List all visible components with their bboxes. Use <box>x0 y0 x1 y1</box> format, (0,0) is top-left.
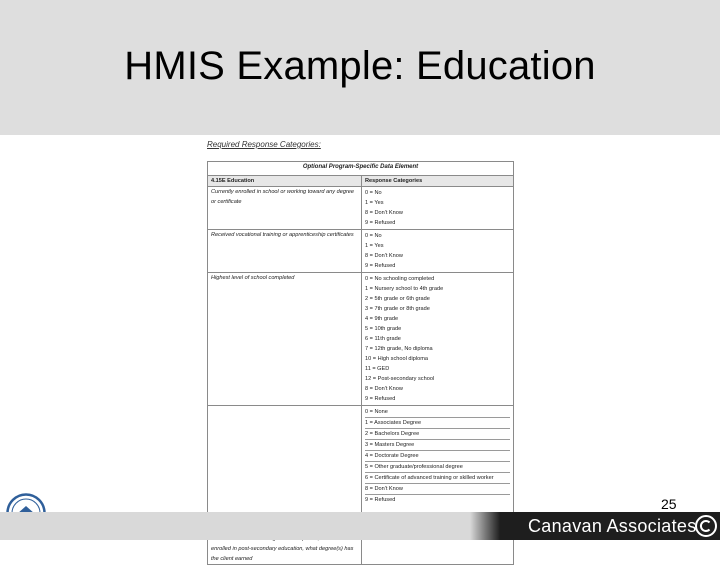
response-item: 1 = Nursery school to 4th grade <box>365 286 444 292</box>
response-item: 9 = Refused <box>365 396 396 402</box>
responses-cell <box>362 187 514 230</box>
responses-cell <box>362 273 514 406</box>
table-row <box>208 406 514 565</box>
title-band <box>0 0 720 135</box>
response-item: 2 = Bachelors Degree <box>365 428 510 439</box>
question-cell: Received vocational training or apprenticeship certificates <box>208 230 362 273</box>
column-header: Response Categories <box>362 176 514 187</box>
response-item: 3 = 7th grade or 8th grade <box>365 306 430 312</box>
response-item: 1 = Associates Degree <box>365 417 510 428</box>
response-item: 9 = Refused <box>365 220 396 226</box>
document-heading: Required Response Categories: <box>207 140 321 149</box>
response-item: 4 = Doctorate Degree <box>365 450 510 461</box>
response-item: 12 = Post-secondary school <box>365 376 435 382</box>
question-cell: Currently enrolled in school or working toward any degree or certificate <box>208 187 362 230</box>
slide-title: HMIS Example: Education <box>124 44 596 88</box>
response-item: 11 = GED <box>365 366 390 372</box>
table-title: Optional Program-Specific Data Element <box>208 162 514 176</box>
response-item: 9 = Refused <box>365 263 396 269</box>
page-number: 25 <box>661 496 677 512</box>
table-row <box>208 230 514 273</box>
response-item: 9 = Refused <box>365 494 510 505</box>
document-image <box>204 136 516 562</box>
question-cell: enrolled in post-secondary education, what degree(s) has the client earned <box>208 406 362 565</box>
response-item: 1 = Yes <box>365 200 384 206</box>
response-item: 8 = Don't Know <box>365 483 510 494</box>
response-item: 5 = 10th grade <box>365 326 402 332</box>
response-item: 8 = Don't Know <box>365 253 403 259</box>
response-item: 0 = None <box>365 409 388 415</box>
response-item: 3 = Masters Degree <box>365 439 510 450</box>
response-item: 1 = Yes <box>365 243 384 249</box>
response-item: 0 = No <box>365 190 382 196</box>
response-item: 2 = 5th grade or 6th grade <box>365 296 430 302</box>
question-cell: Highest level of school completed <box>208 273 362 406</box>
responses-cell <box>362 406 514 565</box>
brand-name: Canavan Associates <box>528 516 697 536</box>
response-item: 10 = High school diploma <box>365 356 428 362</box>
response-item: 0 = No schooling completed <box>365 276 435 282</box>
response-item: 8 = Don't Know <box>365 210 403 216</box>
table-row <box>208 273 514 406</box>
column-header: 4.15E Education <box>208 176 362 187</box>
table-row <box>208 187 514 230</box>
response-item: 6 = 11th grade <box>365 336 401 342</box>
responses-cell <box>362 230 514 273</box>
response-item: 7 = 12th grade, No diploma <box>365 346 433 352</box>
response-item: 4 = 9th grade <box>365 316 399 322</box>
response-item: 6 = Certificate of advanced training or skilled worker <box>365 472 510 483</box>
response-item: 5 = Other graduate/professional degree <box>365 461 510 472</box>
response-item: 0 = No <box>365 233 382 239</box>
footer-bar <box>0 512 720 540</box>
brand-logo-icon <box>694 514 718 538</box>
footer-accent <box>0 512 500 540</box>
response-categories-table <box>207 161 514 565</box>
response-item: 8 = Don't Know <box>365 386 403 392</box>
